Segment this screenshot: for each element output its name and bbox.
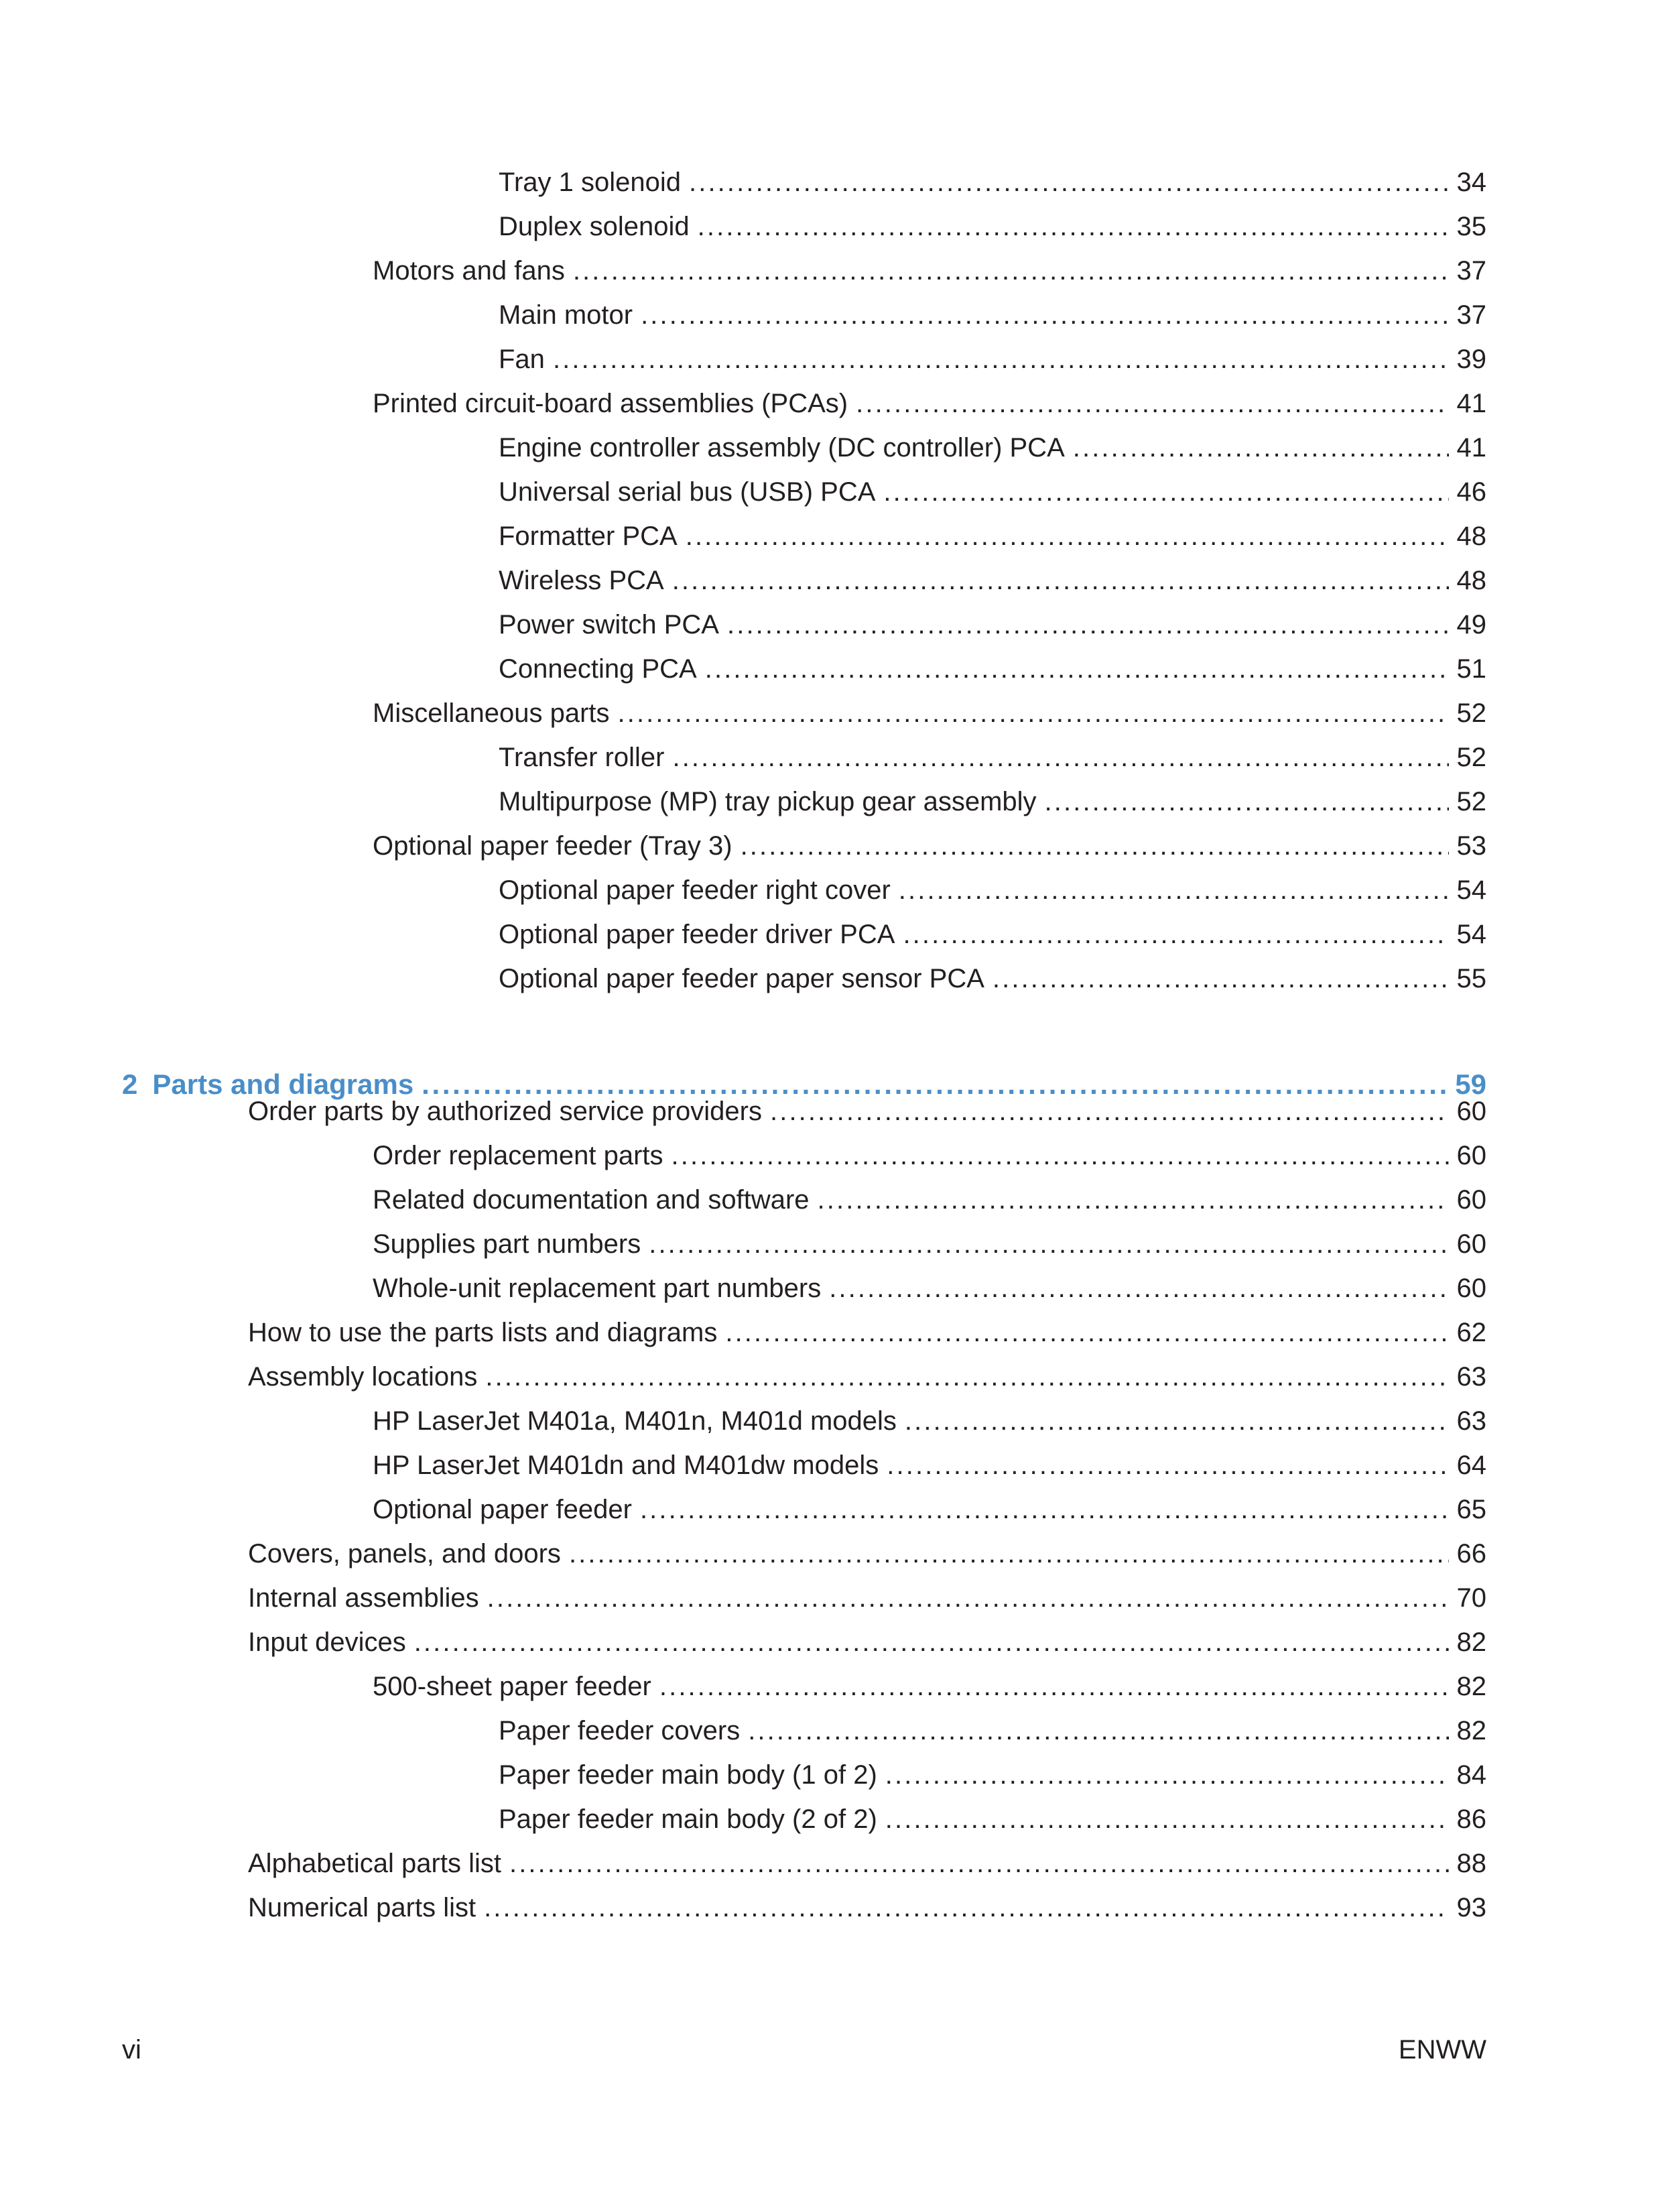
- toc-entry-label: Covers, panels, and doors: [248, 1539, 561, 1569]
- toc-entry-label: 500-sheet paper feeder: [373, 1672, 651, 1701]
- toc-entry-label: Optional paper feeder driver PCA: [499, 920, 895, 949]
- dot-leader: [741, 827, 1449, 865]
- toc-entry-page-number: 65: [1456, 1495, 1486, 1524]
- dot-leader: [885, 1756, 1449, 1794]
- dot-leader: [883, 473, 1448, 511]
- toc-entry-label: Alphabetical parts list: [248, 1849, 501, 1878]
- toc-entry-page-number: 39: [1456, 345, 1486, 374]
- toc-entry[interactable]: [373, 1225, 1486, 1263]
- toc-entry[interactable]: [248, 1623, 1486, 1661]
- toc-entry[interactable]: [499, 341, 1486, 378]
- toc-entry[interactable]: [499, 650, 1486, 688]
- toc-entry-page-number: 37: [1456, 256, 1486, 286]
- toc-entry-label: Main motor: [499, 300, 633, 330]
- toc-entry[interactable]: [248, 1889, 1486, 1926]
- toc-entry-page-number: 82: [1456, 1627, 1486, 1657]
- toc-entry-label: Internal assemblies: [248, 1583, 479, 1613]
- toc-entry-page-number: 88: [1456, 1849, 1486, 1878]
- toc-entry-page-number: 66: [1456, 1539, 1486, 1569]
- toc-entry[interactable]: [373, 1402, 1486, 1440]
- toc-entry[interactable]: [499, 429, 1486, 467]
- toc-entry-page-number: 37: [1456, 300, 1486, 330]
- chapter-title-text: Parts and diagrams: [152, 1068, 414, 1100]
- toc-entry-page-number: 86: [1456, 1804, 1486, 1834]
- toc-entry-label: Optional paper feeder: [373, 1495, 632, 1524]
- dot-leader: [553, 341, 1449, 378]
- toc-entry-page-number: 93: [1456, 1893, 1486, 1922]
- toc-entry[interactable]: [248, 1358, 1486, 1396]
- toc-entry[interactable]: [373, 1447, 1486, 1484]
- toc-entry-label: Power switch PCA: [499, 610, 719, 639]
- toc-entry[interactable]: [499, 783, 1486, 820]
- dot-leader: [1073, 429, 1449, 467]
- toc-entry-page-number: 52: [1456, 698, 1486, 728]
- toc-entry[interactable]: [499, 1756, 1486, 1794]
- toc-entry[interactable]: [499, 871, 1486, 909]
- toc-entry[interactable]: [499, 473, 1486, 511]
- toc-entry[interactable]: [373, 1668, 1486, 1705]
- toc-entry[interactable]: [499, 739, 1486, 776]
- dot-leader: [705, 650, 1449, 688]
- dot-leader: [649, 1225, 1448, 1263]
- dot-leader: [905, 1402, 1449, 1440]
- toc-entry-page-number: 63: [1456, 1362, 1486, 1392]
- chapter-page-number: 59: [1455, 1068, 1486, 1100]
- toc-entry[interactable]: [499, 916, 1486, 953]
- toc-entry-label: Multipurpose (MP) tray pickup gear assembly: [499, 787, 1037, 816]
- toc-entry-page-number: 84: [1456, 1760, 1486, 1790]
- toc-entry[interactable]: [373, 827, 1486, 865]
- toc-entry[interactable]: [373, 1181, 1486, 1219]
- toc-entry-label: Formatter PCA: [499, 521, 678, 551]
- toc-entry[interactable]: [499, 164, 1486, 201]
- toc-entry-label: Transfer roller: [499, 743, 665, 772]
- dot-leader: [818, 1181, 1449, 1219]
- toc-entry-page-number: 60: [1456, 1141, 1486, 1170]
- dot-leader: [1045, 783, 1449, 820]
- toc-entry[interactable]: [499, 960, 1486, 997]
- toc-entry[interactable]: [248, 1093, 1486, 1130]
- toc-entry[interactable]: [248, 1845, 1486, 1882]
- toc-entry-page-number: 34: [1456, 168, 1486, 197]
- toc-entry[interactable]: [373, 1270, 1486, 1307]
- toc-entry-label: Printed circuit-board assemblies (PCAs): [373, 389, 848, 418]
- toc-entry-page-number: 64: [1456, 1451, 1486, 1480]
- toc-entry[interactable]: [499, 1800, 1486, 1838]
- dot-leader: [659, 1668, 1449, 1705]
- toc-entry-label: HP LaserJet M401dn and M401dw models: [373, 1451, 879, 1480]
- toc-entry[interactable]: [248, 1535, 1486, 1573]
- toc-entry-page-number: 55: [1456, 964, 1486, 993]
- toc-entry-page-number: 35: [1456, 212, 1486, 241]
- toc-entry[interactable]: [248, 1579, 1486, 1617]
- toc-entry-page-number: 60: [1456, 1274, 1486, 1303]
- toc-entry-page-number: 53: [1456, 831, 1486, 861]
- dot-leader: [672, 739, 1448, 776]
- dot-leader: [509, 1845, 1449, 1882]
- toc-entry-label: Engine controller assembly (DC controller) PCA: [499, 433, 1065, 463]
- dot-leader: [725, 1314, 1448, 1351]
- toc-entry-page-number: 63: [1456, 1406, 1486, 1436]
- toc-entry[interactable]: [499, 208, 1486, 245]
- toc-entry-label: Paper feeder covers: [499, 1716, 741, 1745]
- toc-entry-label: Optional paper feeder paper sensor PCA: [499, 964, 984, 993]
- toc-entry-label: Input devices: [248, 1627, 406, 1657]
- toc-entry-page-number: 52: [1456, 787, 1486, 816]
- toc-entry-label: Wireless PCA: [499, 566, 664, 595]
- toc-entry-label: Numerical parts list: [248, 1893, 476, 1922]
- toc-entry-page-number: 48: [1456, 521, 1486, 551]
- toc-entry-label: Optional paper feeder (Tray 3): [373, 831, 732, 861]
- toc-entry-page-number: 41: [1456, 433, 1486, 463]
- dot-leader: [829, 1270, 1448, 1307]
- toc-entry-page-number: 46: [1456, 477, 1486, 507]
- dot-leader: [569, 1535, 1449, 1573]
- toc-entry-page-number: 49: [1456, 610, 1486, 639]
- toc-entry-page-number: 51: [1456, 654, 1486, 684]
- toc-entry-page-number: 52: [1456, 743, 1486, 772]
- toc-entry-page-number: 41: [1456, 389, 1486, 418]
- toc-entry[interactable]: [373, 385, 1486, 422]
- dot-leader: [748, 1712, 1448, 1749]
- chapter-number: 2: [122, 1068, 138, 1100]
- toc-entry-label: How to use the parts lists and diagrams: [248, 1318, 718, 1347]
- toc-entry-label: Order replacement parts: [373, 1141, 663, 1170]
- toc-entry-page-number: 60: [1456, 1097, 1486, 1126]
- dot-leader: [672, 1137, 1449, 1174]
- dot-leader: [887, 1447, 1448, 1484]
- toc-entry-label: Miscellaneous parts: [373, 698, 610, 728]
- dot-leader: [899, 871, 1449, 909]
- toc-entry[interactable]: [499, 606, 1486, 643]
- toc-entry[interactable]: [373, 1491, 1486, 1528]
- dot-leader: [618, 694, 1449, 732]
- toc-entry-label: Fan: [499, 345, 545, 374]
- dot-leader: [672, 562, 1449, 599]
- toc-entry-page-number: 70: [1456, 1583, 1486, 1613]
- dot-leader: [727, 606, 1449, 643]
- dot-leader: [689, 164, 1449, 201]
- toc-entry-label: Connecting PCA: [499, 654, 697, 684]
- dot-leader: [770, 1093, 1449, 1130]
- toc-entry[interactable]: [499, 517, 1486, 555]
- toc-entry-page-number: 60: [1456, 1185, 1486, 1215]
- dot-leader: [641, 296, 1448, 334]
- toc-entry[interactable]: [373, 694, 1486, 732]
- toc-entry-label: Paper feeder main body (1 of 2): [499, 1760, 877, 1790]
- dot-leader: [487, 1579, 1449, 1617]
- toc-entry-label: Supplies part numbers: [373, 1229, 641, 1259]
- toc-entry-label: Whole-unit replacement part numbers: [373, 1274, 822, 1303]
- toc-entry[interactable]: [499, 296, 1486, 334]
- dot-leader: [885, 1800, 1449, 1838]
- toc-entry[interactable]: [499, 562, 1486, 599]
- dot-leader: [686, 517, 1449, 555]
- toc-entry-page-number: 62: [1456, 1318, 1486, 1347]
- dot-leader: [414, 1623, 1449, 1661]
- toc-entry-label: Universal serial bus (USB) PCA: [499, 477, 876, 507]
- dot-leader: [484, 1889, 1448, 1926]
- toc-entry-label: Optional paper feeder right cover: [499, 875, 891, 905]
- dot-leader: [903, 916, 1448, 953]
- toc-entry-page-number: 82: [1456, 1672, 1486, 1701]
- dot-leader: [640, 1491, 1449, 1528]
- toc-entry-label: HP LaserJet M401a, M401n, M401d models: [373, 1406, 897, 1436]
- toc-entry-label: Motors and fans: [373, 256, 565, 286]
- dot-leader: [573, 252, 1449, 290]
- toc-entry-page-number: 48: [1456, 566, 1486, 595]
- toc-entry-page-number: 60: [1456, 1229, 1486, 1259]
- toc-entry-page-number: 82: [1456, 1716, 1486, 1745]
- toc-entry-label: Related documentation and software: [373, 1185, 810, 1215]
- toc-entry-label: Assembly locations: [248, 1362, 478, 1392]
- toc-entry-page-number: 54: [1456, 920, 1486, 949]
- toc-entry[interactable]: [499, 1712, 1486, 1749]
- toc-entry[interactable]: [248, 1314, 1486, 1351]
- toc-entry[interactable]: [373, 1137, 1486, 1174]
- toc-entry-page-number: 54: [1456, 875, 1486, 905]
- toc-entry-label: Paper feeder main body (2 of 2): [499, 1804, 877, 1834]
- dot-leader: [485, 1358, 1448, 1396]
- toc-entry-label: Duplex solenoid: [499, 212, 690, 241]
- footer-page-number: vi: [122, 2035, 141, 2065]
- footer-locale-label: ENWW: [1398, 2035, 1486, 2065]
- toc-entry-label: Order parts by authorized service providers: [248, 1097, 762, 1126]
- toc-entry-label: Tray 1 solenoid: [499, 168, 681, 197]
- dot-leader: [856, 385, 1448, 422]
- toc-entry[interactable]: [373, 252, 1486, 290]
- dot-leader: [698, 208, 1449, 245]
- dot-leader: [993, 960, 1449, 997]
